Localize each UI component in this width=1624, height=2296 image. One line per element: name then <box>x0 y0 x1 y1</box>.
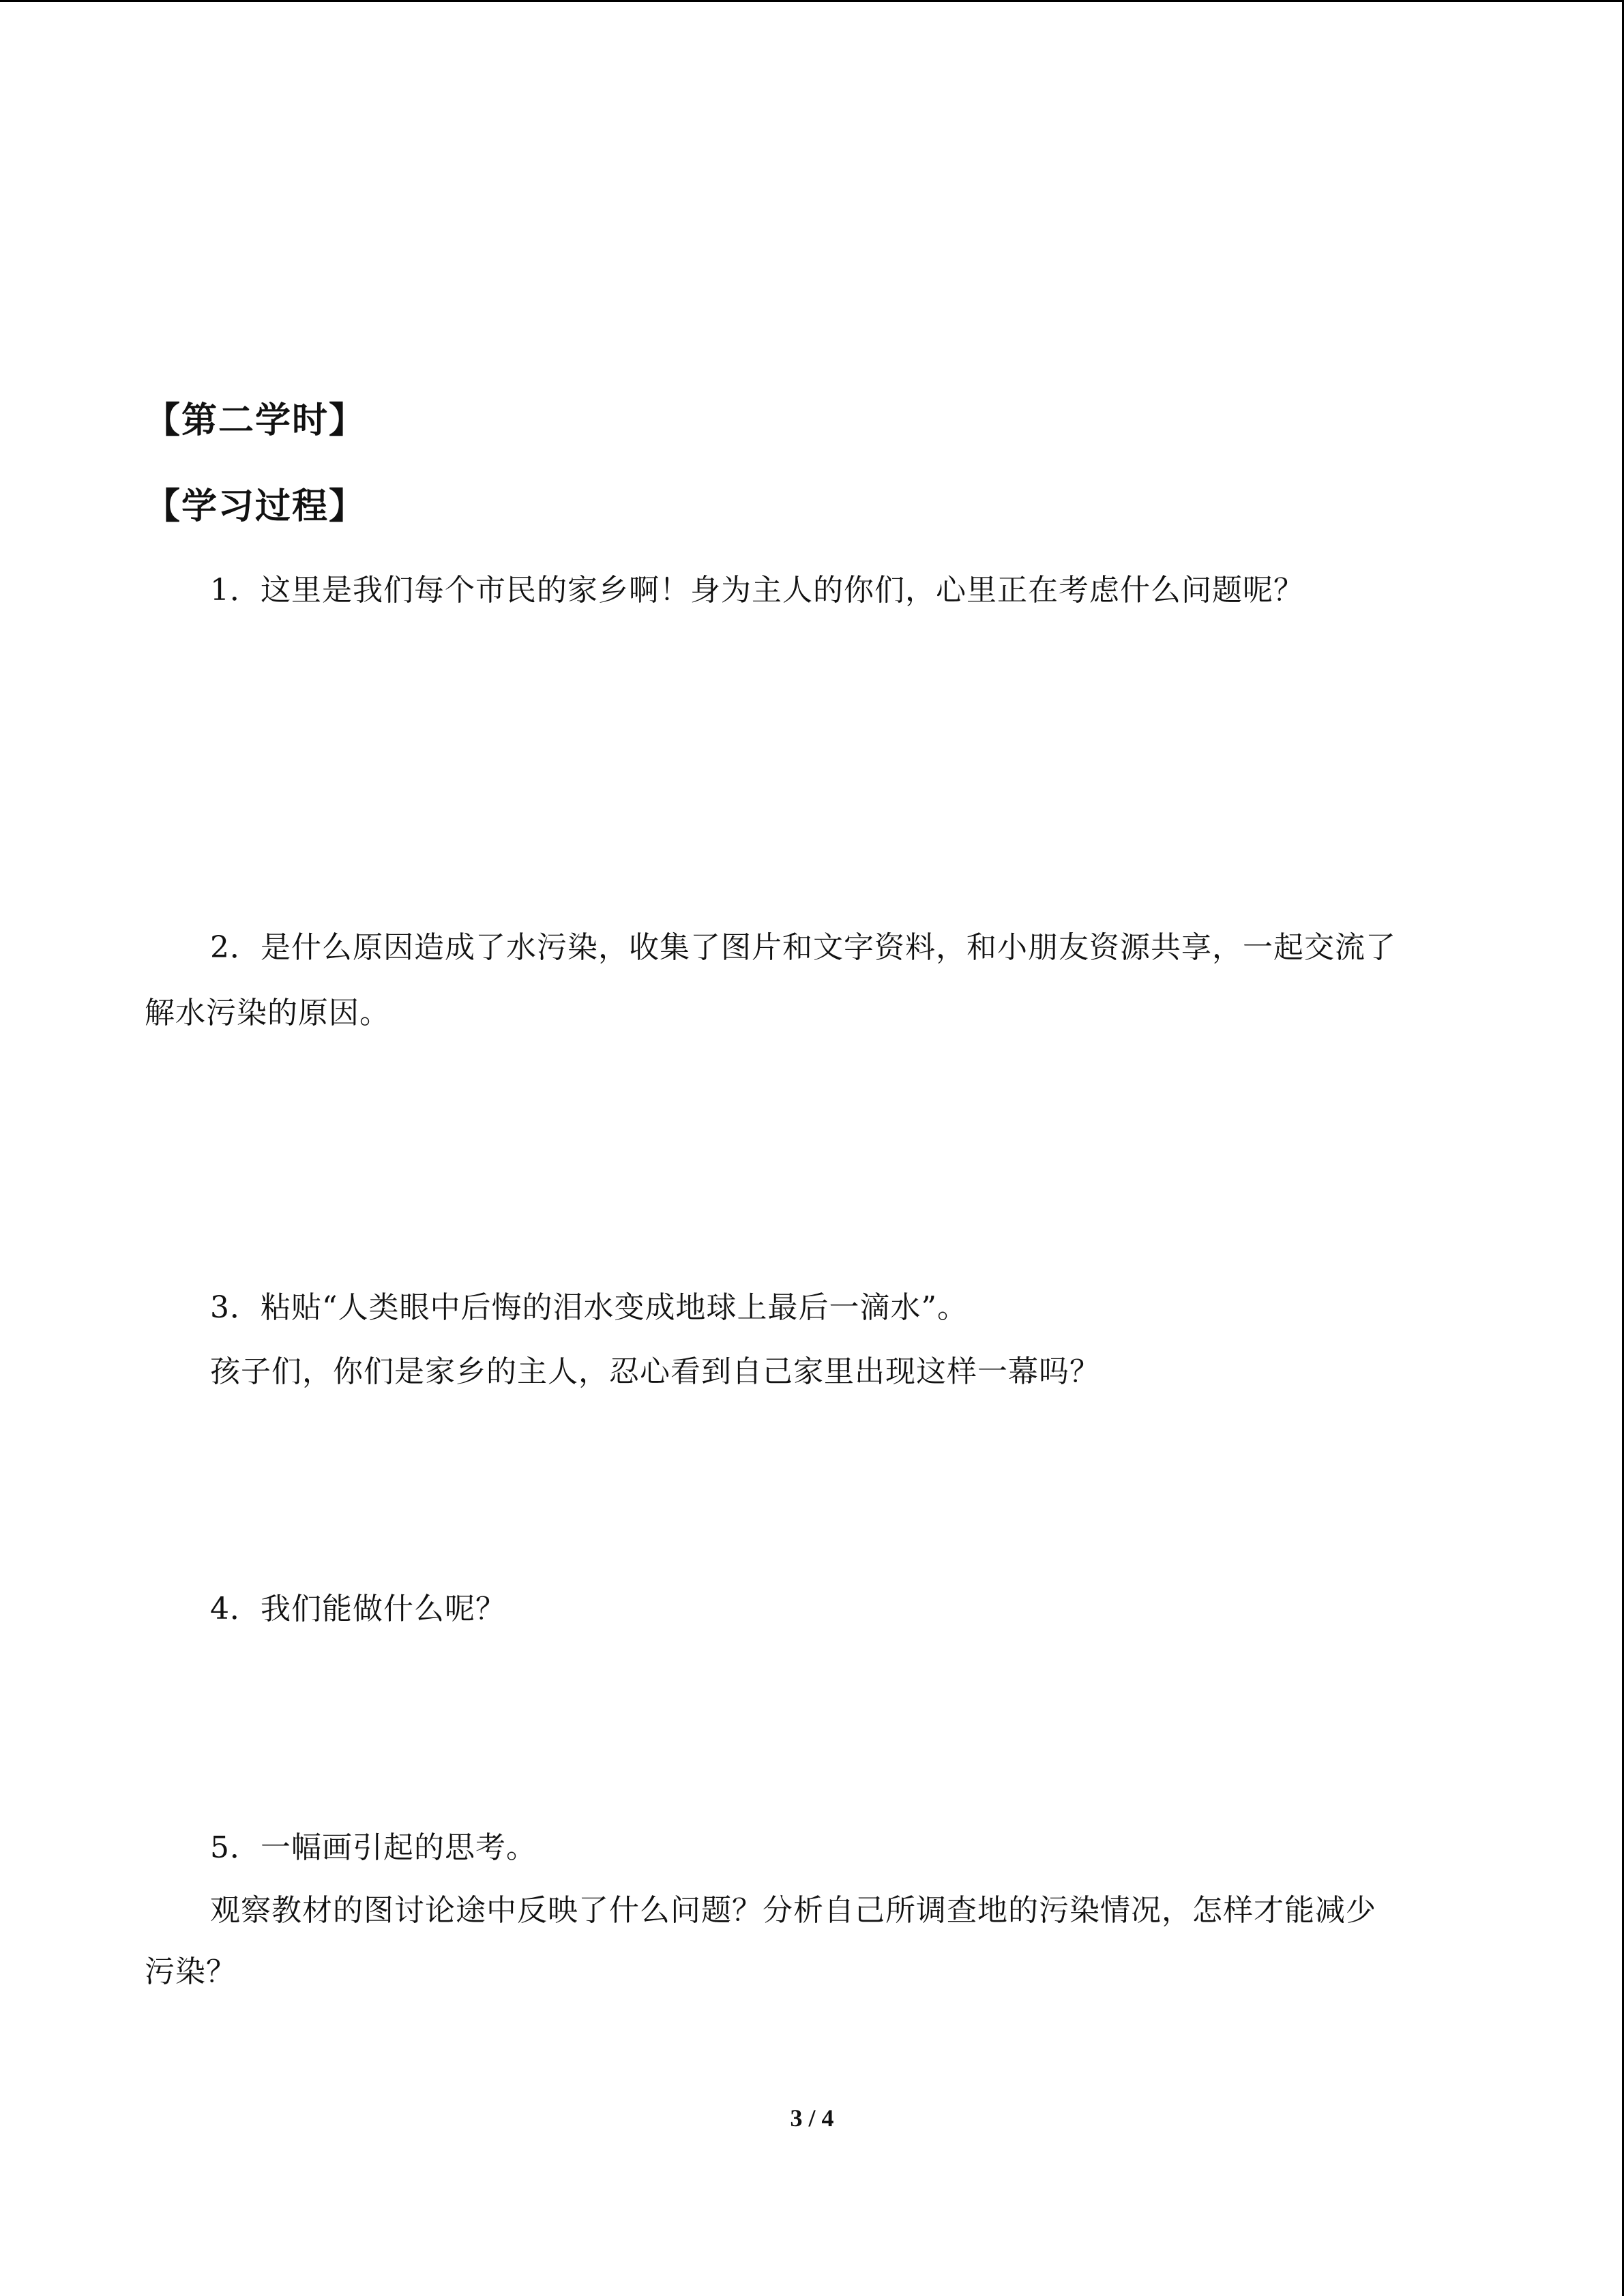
process-heading: 【学习过程】 <box>145 486 366 527</box>
lesson-heading: 【第二学时】 <box>145 400 366 441</box>
page-top-border <box>0 0 1624 2</box>
question-3-line-2: 孩子们，你们是家乡的主人，忍心看到自己家里出现这样一幕吗？ <box>210 1354 1100 1389</box>
page-number: 3 / 4 <box>790 2104 834 2132</box>
question-5-line-2: 观察教材的图讨论途中反映了什么问题？分析自己所调查地的污染情况，怎样才能减少 <box>210 1893 1376 1928</box>
question-4: 4．我们能做什么呢？ <box>210 1592 506 1626</box>
question-1: 1．这里是我们每个市民的家乡啊！身为主人的你们，心里正在考虑什么问题呢？ <box>210 573 1304 608</box>
question-5-line-3: 污染？ <box>145 1954 237 1989</box>
question-2-line-1: 2．是什么原因造成了水污染，收集了图片和文字资料，和小朋友资源共享，一起交流了 <box>210 930 1396 965</box>
question-5-line-1: 5．一幅画引起的思考。 <box>210 1830 537 1865</box>
question-3-line-1: 3．粘贴“人类眼中后悔的泪水变成地球上最后一滴水”。 <box>210 1290 968 1325</box>
question-2-line-2: 解水污染的原因。 <box>145 996 390 1030</box>
